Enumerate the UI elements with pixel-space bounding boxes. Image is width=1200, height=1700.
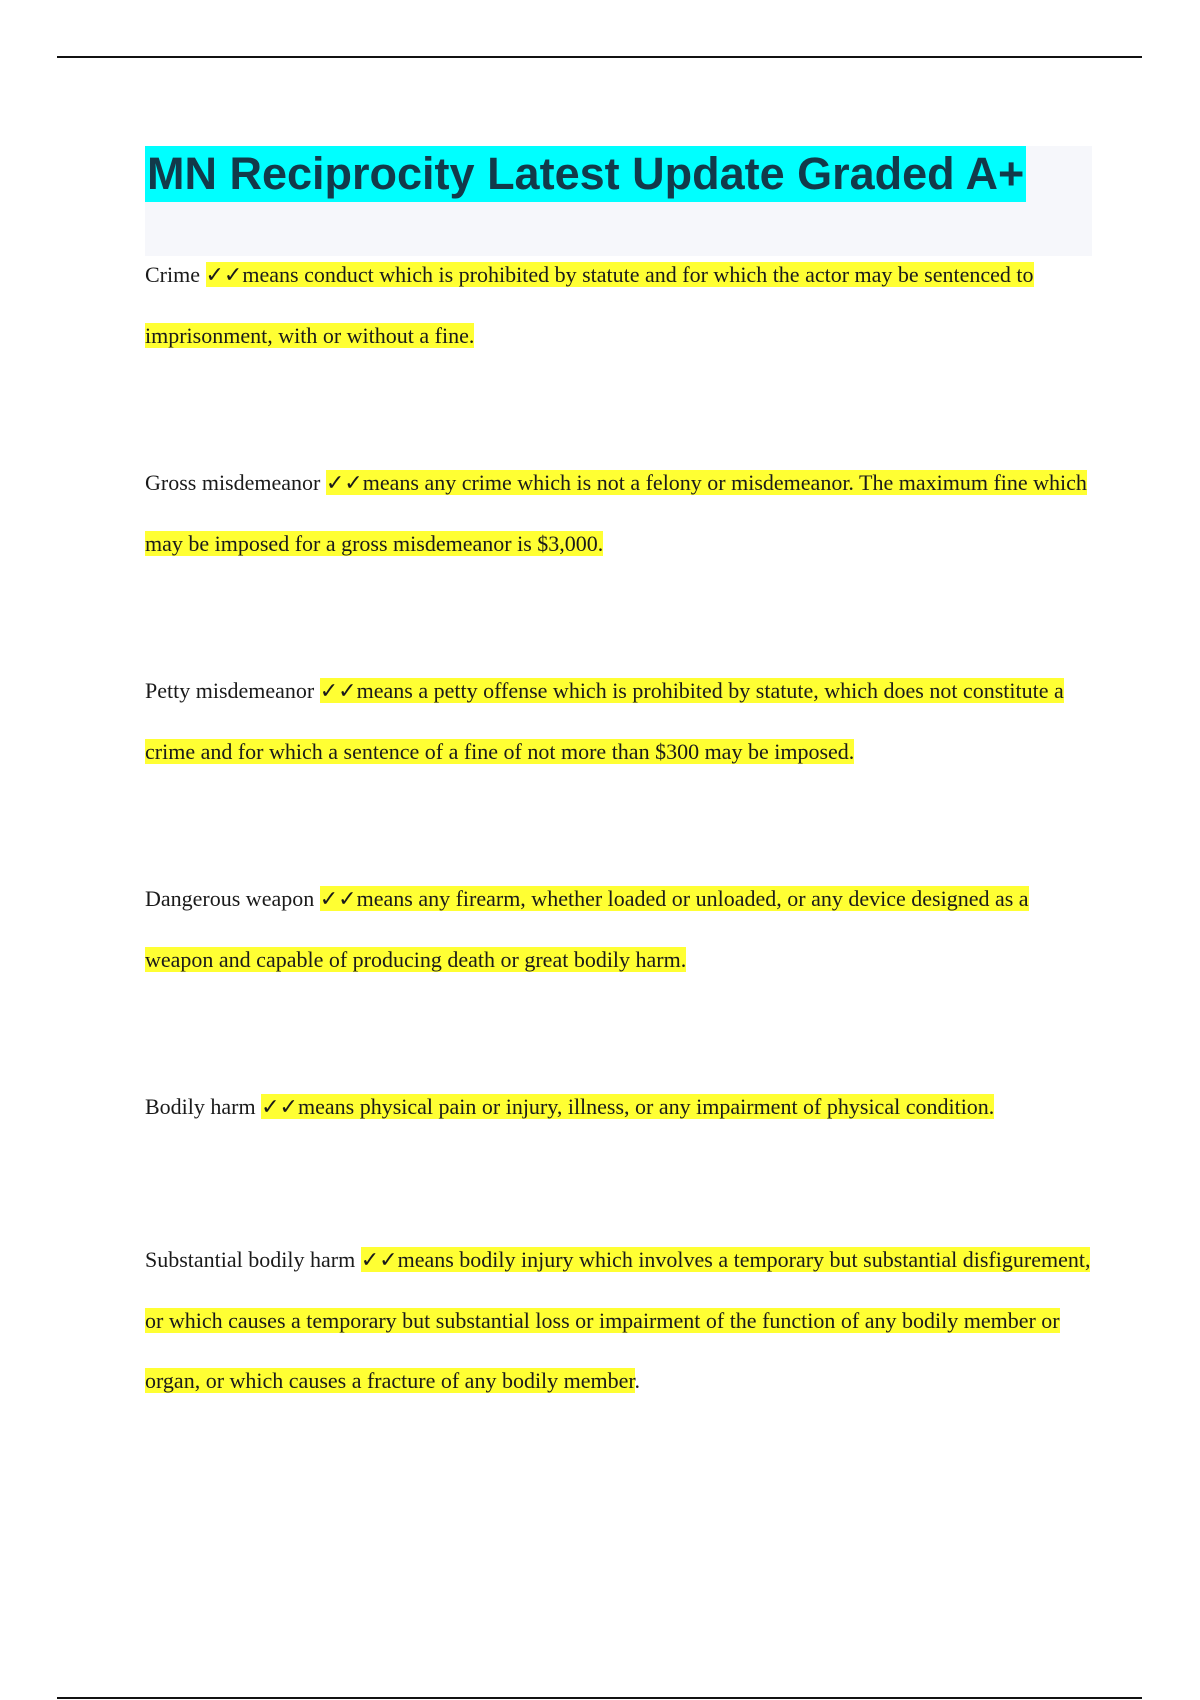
entry-dangerous-weapon: [145, 869, 1095, 990]
entry-bodily-harm: [145, 1077, 1095, 1138]
definition: [145, 262, 1034, 348]
entry-crime: [145, 245, 1095, 366]
term: Gross misdemeanor: [145, 470, 321, 495]
term: Bodily harm: [145, 1094, 256, 1119]
term: Substantial bodily harm: [145, 1247, 356, 1272]
definition-text: means conduct which is prohibited by statute and for which the actor may be sentenced to imprisonment, with or without a fine.: [145, 262, 1034, 348]
definition-text: means any firearm, whether loaded or unloaded, or any device designed as a weapon and capable of producing death or great bodily harm.: [145, 886, 1029, 972]
document-title: MN Reciprocity Latest Update Graded A+: [145, 146, 1026, 202]
term: Dangerous weapon: [145, 886, 315, 911]
double-check-icon: ✓✓: [319, 679, 357, 704]
double-check-icon: ✓✓: [319, 887, 357, 912]
definition-text: means a petty offense which is prohibited by statute, which does not constitute a crime and for which a sentence of a fine of not more than $300 may be imposed.: [145, 678, 1064, 764]
definition-text: means bodily injury which involves a temporary but substantial disfigurement, or which causes a temporary but substantial loss or impairment of the function of any bodily member or organ, or which causes a fracture of any bodily member: [145, 1247, 1091, 1393]
double-check-icon: ✓✓: [360, 1248, 398, 1273]
definition: [261, 1094, 994, 1119]
entry-substantial-bodily-harm: [145, 1230, 1095, 1411]
term: Crime: [145, 262, 200, 287]
definition-text: means any crime which is not a felony or misdemeanor. The maximum fine which may be imposed for a gross misdemeanor is $3,000.: [145, 470, 1087, 556]
definition-trailing-period: .: [634, 1368, 641, 1393]
double-check-icon: ✓✓: [325, 471, 363, 496]
double-check-icon: ✓✓: [261, 1095, 298, 1120]
entry-gross-misdemeanor: [145, 453, 1095, 574]
definition-text: means physical pain or injury, illness, or any impairment of physical condition.: [297, 1094, 995, 1119]
top-rule: [57, 56, 1142, 58]
bottom-rule: [57, 1697, 1142, 1699]
term: Petty misdemeanor: [145, 678, 315, 703]
entry-petty-misdemeanor: [145, 661, 1095, 782]
double-check-icon: ✓✓: [205, 263, 243, 288]
